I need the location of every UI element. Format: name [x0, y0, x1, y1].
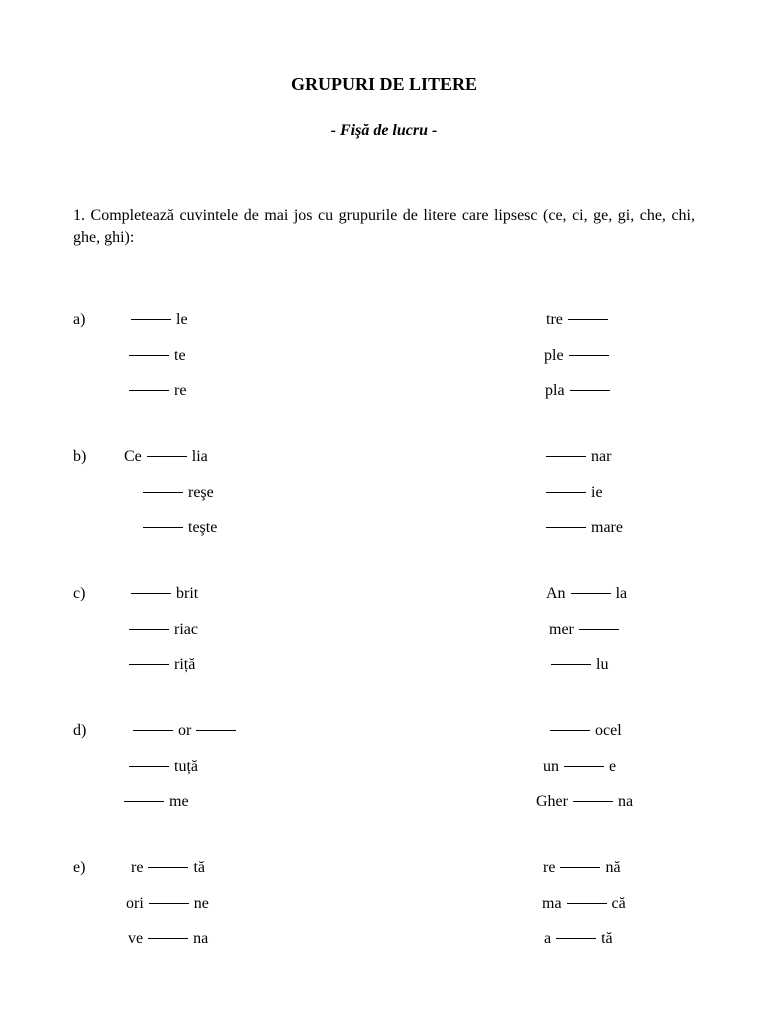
word-fragment: mer	[549, 621, 574, 638]
blank-line	[129, 664, 169, 665]
blank-line	[546, 492, 586, 493]
word-fragment: un	[543, 758, 559, 775]
word-fragment: re	[174, 382, 187, 399]
word-fragment: reşe	[188, 484, 214, 501]
blank-line	[568, 319, 608, 320]
section-label: a)	[73, 311, 86, 328]
word-fragment: na	[617, 793, 634, 810]
word-fragment: mare	[591, 519, 623, 536]
right-word-item	[543, 757, 616, 777]
word-fragment: ocel	[595, 722, 622, 739]
left-word-item	[128, 346, 186, 366]
word-fragment: pla	[545, 382, 565, 399]
word-fragment: ple	[544, 347, 564, 364]
word-fragment: ma	[542, 895, 562, 912]
right-word-item	[542, 894, 626, 914]
word-fragment: re	[131, 859, 144, 876]
word-fragment: ne	[193, 895, 209, 912]
word-fragment: An	[546, 585, 566, 602]
blank-line	[567, 903, 607, 904]
word-fragment: tă	[193, 859, 205, 876]
word-fragment: brit	[176, 585, 199, 602]
word-fragment: Gher	[536, 793, 568, 810]
left-word-item	[142, 518, 217, 538]
word-fragment: re	[543, 859, 556, 876]
left-word-item	[124, 447, 208, 467]
worksheet-title: GRUPURI DE LITERE	[290, 74, 478, 94]
word-fragment: nar	[591, 448, 612, 465]
left-word-item	[128, 757, 198, 777]
word-fragment: ori	[126, 895, 144, 912]
section-label: e)	[73, 859, 86, 876]
blank-line	[573, 801, 613, 802]
right-word-item	[545, 483, 603, 503]
right-word-item	[543, 858, 621, 878]
left-word-item	[128, 929, 208, 949]
right-word-item	[549, 721, 622, 741]
word-fragment: me	[169, 793, 189, 810]
section-label: c)	[73, 585, 86, 602]
blank-line	[570, 390, 610, 391]
blank-line	[129, 390, 169, 391]
blank-line	[551, 664, 591, 665]
right-word-item	[550, 655, 608, 675]
word-fragment: na	[193, 930, 209, 947]
right-word-item	[546, 310, 609, 330]
right-word-item	[546, 584, 627, 604]
right-word-item	[545, 381, 611, 401]
word-fragment: le	[176, 311, 188, 328]
blank-line	[148, 938, 188, 939]
word-fragment: lu	[596, 656, 609, 673]
word-fragment: tuță	[174, 758, 198, 775]
blank-line	[550, 730, 590, 731]
worksheet-subtitle: - Fişă de lucru -	[330, 122, 438, 139]
word-fragment: te	[174, 347, 186, 364]
blank-line	[124, 801, 164, 802]
left-word-item	[123, 792, 189, 812]
right-word-item	[545, 518, 623, 538]
blank-line	[564, 766, 604, 767]
blank-line	[129, 355, 169, 356]
blank-line	[556, 938, 596, 939]
word-fragment: tă	[601, 930, 613, 947]
section-label: d)	[73, 722, 87, 739]
word-fragment: la	[615, 585, 628, 602]
left-word-item	[142, 483, 214, 503]
right-word-item	[545, 447, 611, 467]
word-fragment: or	[178, 722, 192, 739]
section-label: b)	[73, 448, 87, 465]
right-word-item	[549, 620, 620, 640]
word-fragment: riță	[174, 656, 196, 673]
blank-line	[148, 867, 188, 868]
left-word-item	[128, 381, 186, 401]
blank-line	[569, 355, 609, 356]
word-fragment: e	[609, 758, 617, 775]
word-fragment: ve	[128, 930, 144, 947]
right-word-item	[536, 792, 633, 812]
word-fragment: ie	[591, 484, 603, 501]
word-fragment: teşte	[188, 519, 218, 536]
blank-line	[546, 527, 586, 528]
left-word-item	[131, 858, 205, 878]
word-fragment: lia	[191, 448, 208, 465]
blank-line	[149, 903, 189, 904]
word-fragment: riac	[174, 621, 198, 638]
word-fragment: a	[544, 930, 552, 947]
blank-line	[579, 629, 619, 630]
blank-line	[147, 456, 187, 457]
blank-line	[546, 456, 586, 457]
blank-line	[131, 319, 171, 320]
blank-line	[196, 730, 236, 731]
left-word-item	[128, 655, 195, 675]
exercise-instruction: 1. Completează cuvintele de mai jos cu grupurile de litere care lipsesc (ce, ci, ge, gi, che, chi, ghe, ghi):	[73, 207, 695, 246]
blank-line	[131, 593, 171, 594]
word-fragment: tre	[546, 311, 563, 328]
right-word-item	[544, 929, 613, 949]
blank-line	[143, 492, 183, 493]
left-word-item	[130, 584, 198, 604]
left-word-item	[128, 620, 198, 640]
blank-line	[560, 867, 600, 868]
right-word-item	[544, 346, 610, 366]
word-fragment: Ce	[124, 448, 142, 465]
blank-line	[143, 527, 183, 528]
word-fragment: nă	[605, 859, 621, 876]
left-word-item	[126, 894, 209, 914]
blank-line	[133, 730, 173, 731]
blank-line	[571, 593, 611, 594]
blank-line	[129, 629, 169, 630]
blank-line	[129, 766, 169, 767]
left-word-item	[130, 310, 188, 330]
word-fragment: că	[611, 895, 626, 912]
left-word-item	[132, 721, 237, 741]
